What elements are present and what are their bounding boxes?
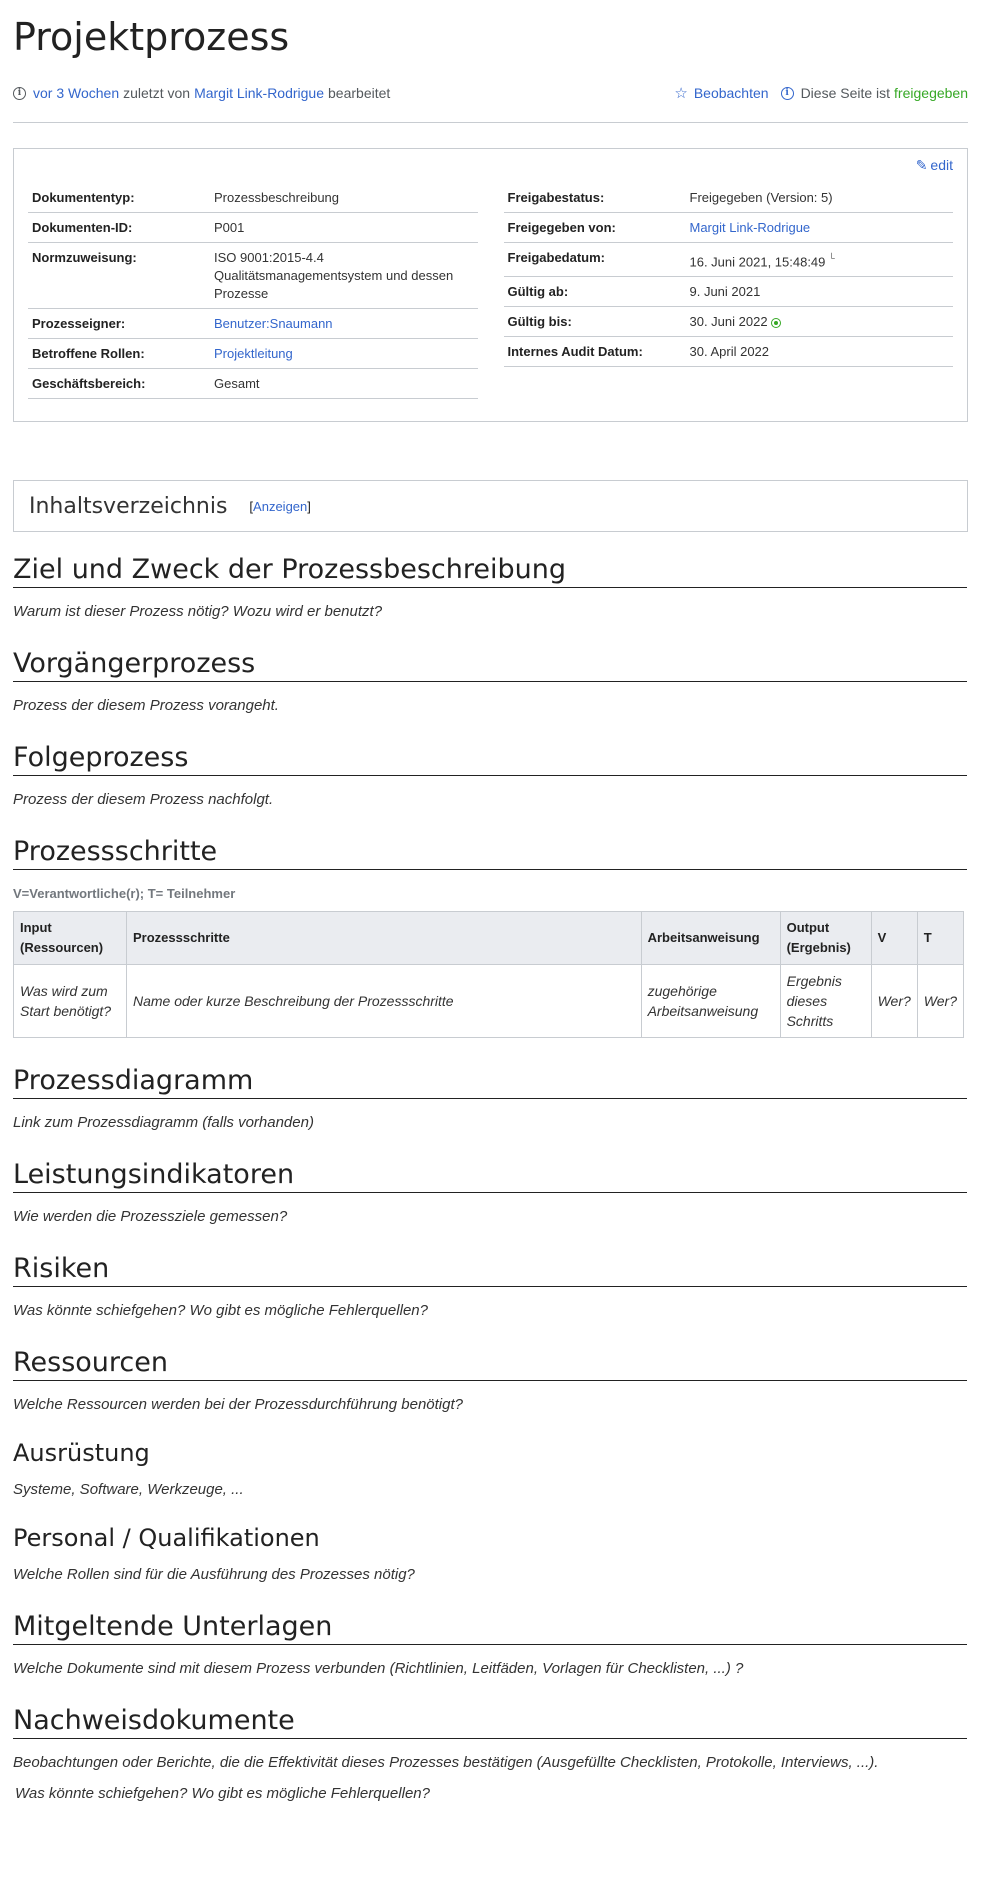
infobox-value <box>214 345 474 363</box>
info-icon: i <box>13 87 26 100</box>
infobox-edit-row <box>28 157 953 179</box>
infobox-value <box>214 249 474 303</box>
approval-status-prefix: Diese Seite ist <box>800 85 891 101</box>
infobox-value-link[interactable]: Projektleitung <box>214 346 293 361</box>
history-link[interactable]: vor 3 Wochen <box>33 85 120 101</box>
infobox-row <box>28 309 478 339</box>
section-heading-nachweis: Nachweisdokumente <box>13 1704 967 1739</box>
timestamp-marker: └ <box>828 253 835 263</box>
toc-show-link[interactable]: Anzeigen <box>253 498 308 514</box>
section-heading-folge: Folgeprozess <box>13 741 967 776</box>
section-text-diagramm: Link zum Prozessdiagramm (falls vorhanden) <box>13 1114 314 1131</box>
infobox-value-text: Gesamt <box>214 376 260 391</box>
infobox-value-text: Prozessbeschreibung <box>214 190 340 205</box>
infobox-value-text: 30. Juni 2022 <box>689 314 768 330</box>
infobox-label: Normzuweisung: <box>32 250 137 265</box>
table-cell: Ergebnis dieses Schritts <box>780 965 871 1038</box>
infobox-value <box>214 189 474 207</box>
table-header: Output (Ergebnis) <box>780 912 871 965</box>
editor-link[interactable]: Margit Link-Rodrigue <box>194 85 325 101</box>
star-icon[interactable]: ☆ <box>674 85 688 102</box>
section-heading-risiken: Risiken <box>13 1252 967 1287</box>
infobox-value <box>214 315 474 333</box>
section-heading-ziel: Ziel und Zweck der Prozessbeschreibung <box>13 553 967 588</box>
page-meta-bar <box>13 84 968 123</box>
infobox-label: Geschäftsbereich: <box>32 376 146 391</box>
section-text-folge: Prozess der diesem Prozess nachfolgt. <box>13 791 274 808</box>
infobox-row <box>28 213 478 243</box>
section-heading-diagramm: Prozessdiagramm <box>13 1064 967 1099</box>
infobox-value <box>214 375 474 393</box>
infobox-row <box>504 307 954 337</box>
infobox-value <box>690 343 950 361</box>
table-row <box>14 965 964 1038</box>
edited-by-prefix: zuletzt von <box>123 85 191 101</box>
table-cell: Name oder kurze Beschreibung der Prozessschritte <box>127 965 642 1038</box>
section-heading-schritte: Prozessschritte <box>13 835 967 870</box>
infobox-value <box>690 219 950 237</box>
subsection-heading-ausruestung: Ausrüstung <box>13 1439 150 1467</box>
infobox-value-text: 30. April 2022 <box>689 344 770 360</box>
infobox-right-column <box>504 183 954 399</box>
section-text-risiken: Was könnte schiefgehen? Wo gibt es mögliche Fehlerquellen? <box>13 1302 428 1319</box>
role-legend: V=Verantwortliche(r); T= Teilnehmer <box>13 886 236 901</box>
table-header: Arbeitsanweisung <box>641 912 780 965</box>
approval-status-value: freigegeben <box>894 85 968 101</box>
infobox-label: Freigabedatum: <box>507 250 606 265</box>
infobox-left-column <box>28 183 478 399</box>
infobox-label: Betroffene Rollen: <box>32 346 145 361</box>
infobox-label: Dokumententyp: <box>32 190 135 205</box>
toc-toggle: [Anzeigen] <box>249 498 311 514</box>
subsection-text-ausruestung: Systeme, Software, Werkzeuge, ... <box>13 1481 244 1498</box>
infobox-row <box>504 277 954 307</box>
infobox-value-text: 16. Juni 2021, 15:48:49 <box>689 254 826 270</box>
page-title: Projektprozess <box>13 15 290 59</box>
table-cell: Was wird zum Start benötigt? <box>14 965 127 1038</box>
infobox-value-link[interactable]: Margit Link-Rodrigue <box>689 220 811 235</box>
infobox-row <box>504 243 954 277</box>
infobox-row <box>28 369 478 399</box>
infobox-row <box>504 337 954 367</box>
section-heading-vorgaenger: Vorgängerprozess <box>13 647 967 682</box>
infobox-value-text: P001 <box>214 220 245 235</box>
table-cell: zugehörige Arbeitsanweisung <box>641 965 780 1038</box>
subsection-heading-personal: Personal / Qualifikationen <box>13 1524 320 1552</box>
subsection-text-personal: Welche Rollen sind für die Ausführung des Prozesses nötig? <box>13 1566 415 1583</box>
table-header-row <box>14 912 964 965</box>
infobox-value-text: 9. Juni 2021 <box>689 284 761 300</box>
section-heading-unterlagen: Mitgeltende Unterlagen <box>13 1610 967 1645</box>
edited-suffix: bearbeitet <box>328 85 391 101</box>
infobox-value <box>214 219 474 237</box>
infobox-label: Gültig bis: <box>507 314 572 330</box>
pencil-icon: ✎ <box>915 157 928 173</box>
valid-status-icon <box>771 318 781 328</box>
infobox-row <box>28 183 478 213</box>
infobox-label: Freigegeben von: <box>507 220 616 235</box>
infobox-value <box>690 313 950 331</box>
infobox-value <box>690 283 950 301</box>
infobox-label: Freigabestatus: <box>507 190 605 205</box>
section-text-vorgaenger: Prozess der diesem Prozess vorangeht. <box>13 697 279 714</box>
infobox-value <box>690 249 950 271</box>
process-steps-table <box>13 911 964 1038</box>
page-actions <box>674 84 968 102</box>
edit-button[interactable] <box>916 157 953 173</box>
edit-label: edit <box>930 157 953 173</box>
last-edit-info <box>13 85 390 101</box>
table-header: Prozessschritte <box>127 912 642 965</box>
infobox-row <box>504 183 954 213</box>
infobox-label: Internes Audit Datum: <box>507 344 643 360</box>
section-heading-ressourcen: Ressourcen <box>13 1346 967 1381</box>
infobox-value-text: ISO 9001:2015-4.4 Qualitätsmanagementsystem und dessen Prozesse <box>214 250 454 301</box>
table-header: Input (Ressourcen) <box>14 912 127 965</box>
infobox-row <box>504 213 954 243</box>
section-text-nachweis-2: Was könnte schiefgehen? Wo gibt es mögliche Fehlerquellen? <box>15 1785 430 1802</box>
section-text-ressourcen: Welche Ressourcen werden bei der Prozessdurchführung benötigt? <box>13 1396 463 1413</box>
section-text-unterlagen: Welche Dokumente sind mit diesem Prozess verbunden (Richtlinien, Leitfäden, Vorlagen für Checklisten, ...) ? <box>13 1660 744 1677</box>
infobox-columns <box>28 183 953 399</box>
document-infobox <box>13 148 968 422</box>
infobox-value <box>690 189 950 207</box>
info-icon: i <box>781 87 794 100</box>
table-cell: Wer? <box>917 965 963 1038</box>
toc-title: Inhaltsverzeichnis <box>29 493 228 519</box>
section-text-ziel: Warum ist dieser Prozess nötig? Wozu wird er benutzt? <box>13 603 383 620</box>
infobox-label: Gültig ab: <box>507 284 569 300</box>
table-of-contents <box>13 480 968 532</box>
infobox-row <box>28 243 478 309</box>
infobox-value-text: Freigegeben (Version: 5) <box>689 190 833 205</box>
infobox-value-link[interactable]: Benutzer:Snaumann <box>214 316 333 331</box>
infobox-label: Dokumenten-ID: <box>32 220 133 235</box>
table-cell: Wer? <box>871 965 917 1038</box>
section-text-nachweis: Beobachtungen oder Berichte, die die Effektivität dieses Prozesses bestätigen (Ausgefüllte Checklisten, Protokolle, Interviews, ...). <box>13 1754 879 1771</box>
section-text-kpi: Wie werden die Prozessziele gemessen? <box>13 1208 288 1225</box>
table-header: T <box>917 912 963 965</box>
table-header: V <box>871 912 917 965</box>
section-heading-kpi: Leistungsindikatoren <box>13 1158 967 1193</box>
watch-button[interactable]: Beobachten <box>693 85 769 101</box>
infobox-row <box>28 339 478 369</box>
infobox-label: Prozesseigner: <box>32 316 126 331</box>
